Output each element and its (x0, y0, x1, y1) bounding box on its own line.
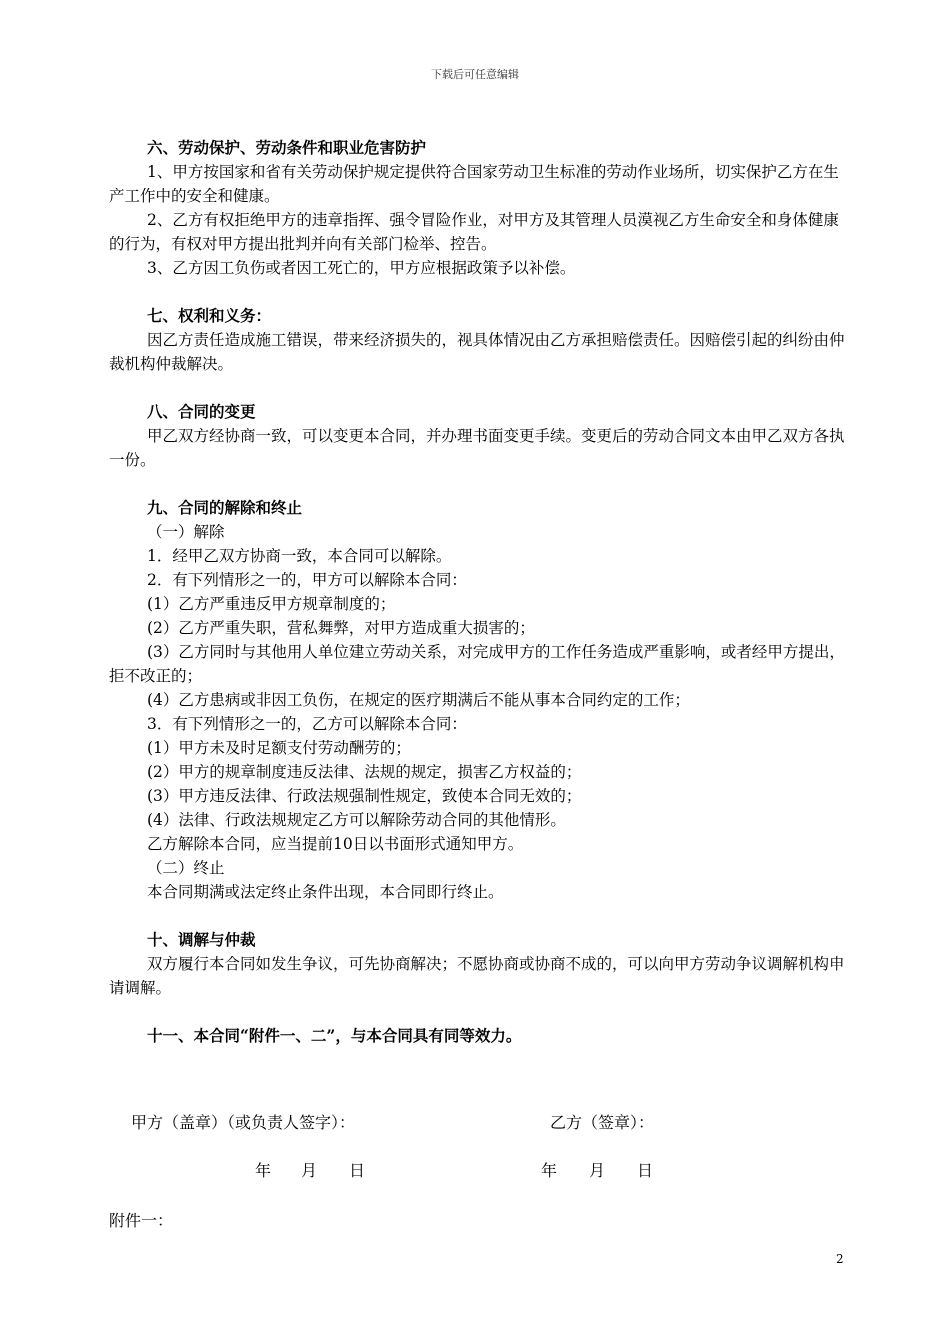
page-number: 2 (836, 1252, 844, 1266)
section-7-para-1: 因乙方责任造成施工错误，带来经济损失的，视具体情况由乙方承担赔偿责任。因赔偿引起的纠纷由仲裁机构仲裁解决。 (109, 331, 845, 373)
section-9-item-2c: (3）乙方同时与其他用人单位建立劳动关系，对完成甲方的工作任务造成严重影响，或者经甲方提出，拒不改正的； (109, 643, 845, 685)
party-a-date-year: 年 (255, 1161, 272, 1180)
page-header: 下载后可任意编辑 (431, 68, 519, 81)
attachment-label: 附件一： (109, 1211, 174, 1230)
section-9-item-3d: (4）法律、行政法规规定乙方可以解除劳动合同的其他情形。 (147, 811, 566, 829)
section-9-item-2: 2．有下列情形之一的，甲方可以解除本合同： (147, 571, 467, 589)
section-9-item-1: 1．经甲乙双方协商一致，本合同可以解除。 (147, 547, 452, 565)
section-9-item-3: 3．有下列情形之一的，乙方可以解除本合同： (147, 715, 467, 733)
party-b-date-day: 日 (637, 1161, 654, 1180)
party-a-signature-label: 甲方（盖章）（或负责人签字）： (131, 1113, 356, 1132)
section-8-para-1: 甲乙双方经协商一致，可以变更本合同，并办理书面变更手续。变更后的劳动合同文本由甲乙双方各执一份。 (109, 427, 845, 469)
section-6-para-1: 1、甲方按国家和省有关劳动保护规定提供符合国家劳动卫生标准的劳动作业场所，切实保护乙方在生产工作中的安全和健康。 (109, 163, 839, 205)
section-6-title: 六、劳动保护、劳动条件和职业危害防护 (147, 138, 427, 157)
section-9-item-3c: (3）甲方违反法律、行政法规强制性规定，致使本合同无效的； (147, 787, 582, 805)
section-9-item-3a: (1）甲方未及时足额支付劳动酬劳的； (147, 739, 411, 757)
section-10-para-1: 双方履行本合同如发生争议，可先协商解决；不愿协商或协商不成的，可以向甲方劳动争议调解机构申请调解。 (109, 955, 845, 997)
section-6-para-2: 2、乙方有权拒绝甲方的违章指挥、强令冒险作业，对甲方及其管理人员漠视乙方生命安全和身体健康的行为，有权对甲方提出批判并向有关部门检举、控告。 (109, 211, 839, 253)
section-10-title: 十、调解与仲裁 (147, 930, 256, 949)
document-body (109, 136, 854, 1048)
section-9-sub-2: （二）终止 (147, 859, 225, 877)
section-9-item-2a: (1）乙方严重违反甲方规章制度的； (147, 595, 396, 613)
section-8-title: 八、合同的变更 (147, 402, 256, 421)
section-9-item-3b: (2）甲方的规章制度违反法律、法规的规定，损害乙方权益的； (147, 763, 582, 781)
section-11-title: 十一、本合同“附件一、二”，与本合同具有同等效力。 (147, 1026, 522, 1045)
section-7-title: 七、权利和义务： (147, 306, 272, 325)
party-b-date-month: 月 (589, 1161, 606, 1180)
section-9-title: 九、合同的解除和终止 (147, 498, 303, 517)
section-6-para-3: 3、乙方因工负伤或者因工死亡的，甲方应根据政策予以补偿。 (147, 259, 576, 277)
attachment-row (109, 1208, 854, 1232)
section-9-sub-1: （一）解除 (147, 523, 225, 541)
date-row (109, 1158, 854, 1182)
section-9-item-4: 乙方解除本合同，应当提前10日以书面形式通知甲方。 (147, 835, 524, 853)
section-9-item-5: 本合同期满或法定终止条件出现，本合同即行终止。 (147, 883, 504, 901)
party-a-date-day: 日 (349, 1161, 366, 1180)
section-9-item-2d: (4）乙方患病或非因工负伤，在规定的医疗期满后不能从事本合同约定的工作； (147, 691, 690, 709)
signature-row (109, 1110, 854, 1134)
party-a-date-month: 月 (301, 1161, 318, 1180)
section-9-item-2b: (2）乙方严重失职，营私舞弊，对甲方造成重大损害的； (147, 619, 535, 637)
party-b-signature-label: 乙方（签章）： (550, 1113, 655, 1132)
party-b-date-year: 年 (541, 1161, 558, 1180)
